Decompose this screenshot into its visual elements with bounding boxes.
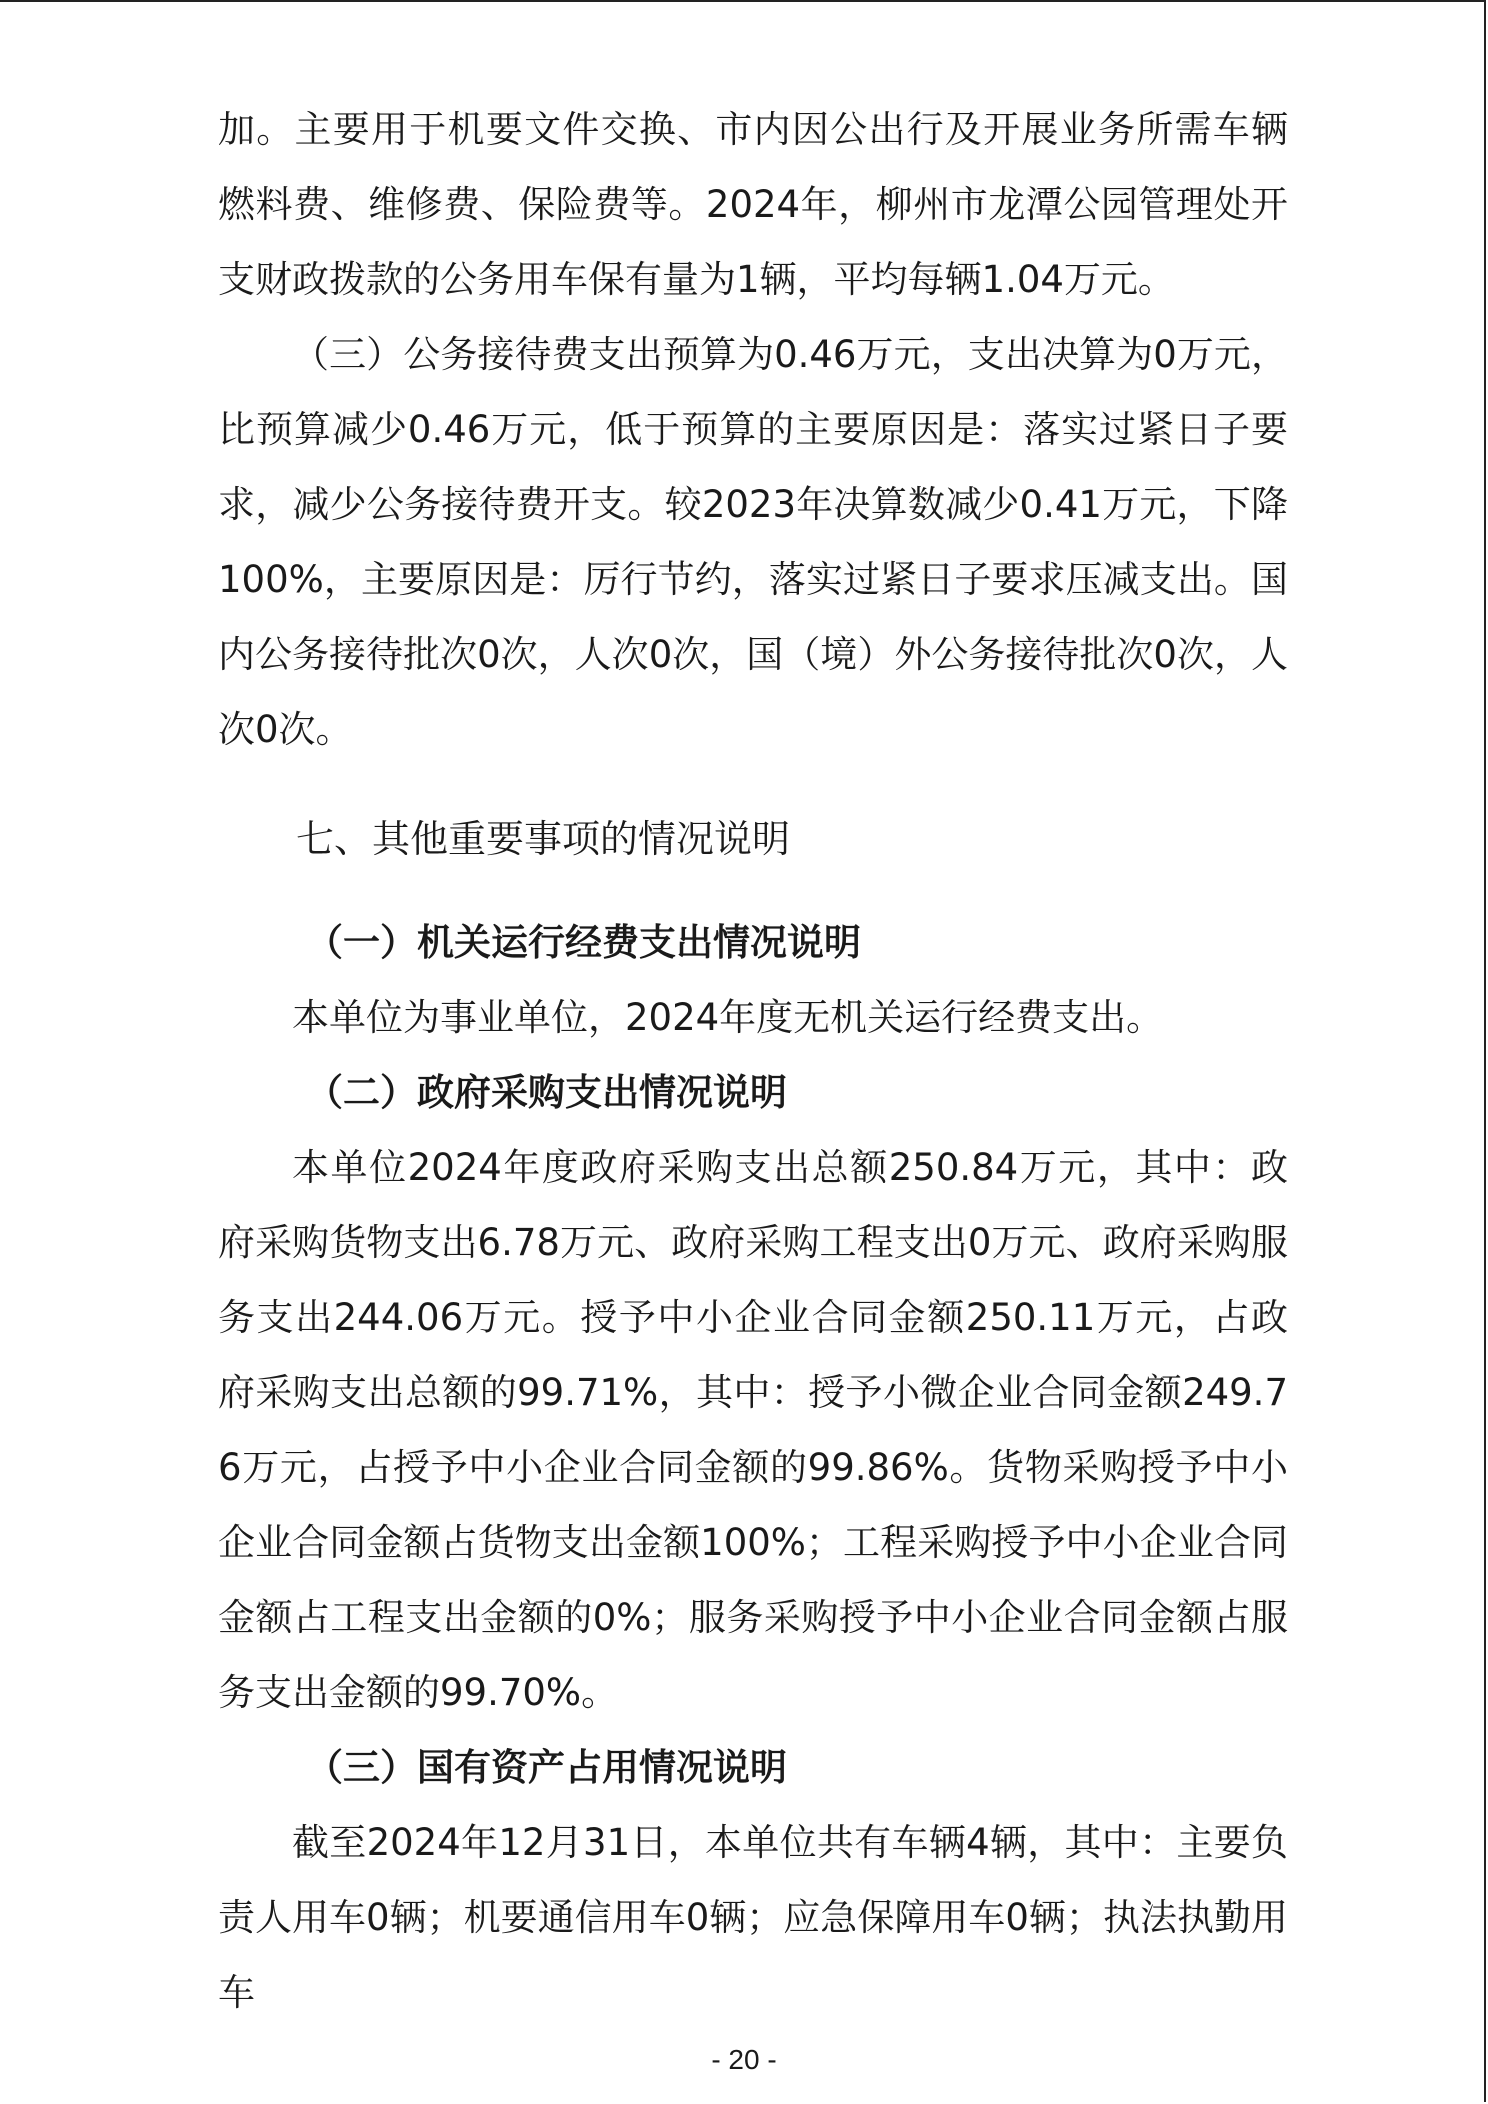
paragraph-procurement: 本单位2024年度政府采购支出总额250.84万元，其中：政府采购货物支出6.78万元、政府采购工程支出0万元、政府采购服务支出244.06万元。授予中小企业合同金额250.11万元，占政府采购支出总额的99.71%，其中：授予小微企业合同金额249.76万元，占授予中小企业合同金额的99.86%。货物采购授予中小企业合同金额占货物支出金额100%；工程采购授予中小企业合同金额占工程支出金额的0%；服务采购授予中小企业合同金额占服务支出金额的99.70%。	[218, 1146, 1288, 1714]
paragraph-reception-costs: （三）公务接待费支出预算为0.46万元，支出决算为0万元，比预算减少0.46万元，低于预算的主要原因是：落实过紧日子要求，减少公务接待费开支。较2023年决算数减少0.41万元，下降100%，主要原因是：厉行节约，落实过紧日子要求压减支出。国内公务接待批次0次，人次0次，国（境）外公务接待批次0次，人次0次。	[218, 333, 1288, 751]
page-number: - 20 -	[711, 2044, 777, 2075]
paragraph-operating-costs: 本单位为事业单位，2024年度无机关运行经费支出。	[292, 996, 1164, 1039]
paragraph-vehicle-costs: 加。主要用于机要文件交换、市内因公出行及开展业务所需车辆燃料费、维修费、保险费等。2024年，柳州市龙潭公园管理处开支财政拨款的公务用车保有量为1辆，平均每辆1.04万元。	[218, 108, 1288, 301]
document-body	[218, 92, 1288, 2030]
subsection-title-state-assets: （三）国有资产占用情况说明	[306, 1746, 787, 1789]
section-title: 七、其他重要事项的情况说明	[296, 817, 791, 861]
subsection-title-operating-costs: （一）机关运行经费支出情况说明	[306, 921, 861, 964]
paragraph-state-assets: 截至2024年12月31日，本单位共有车辆4辆，其中：主要负责人用车0辆；机要通信用车0辆；应急保障用车0辆；执法执勤用车	[218, 1821, 1288, 2014]
subsection-title-procurement: （二）政府采购支出情况说明	[306, 1071, 787, 1114]
